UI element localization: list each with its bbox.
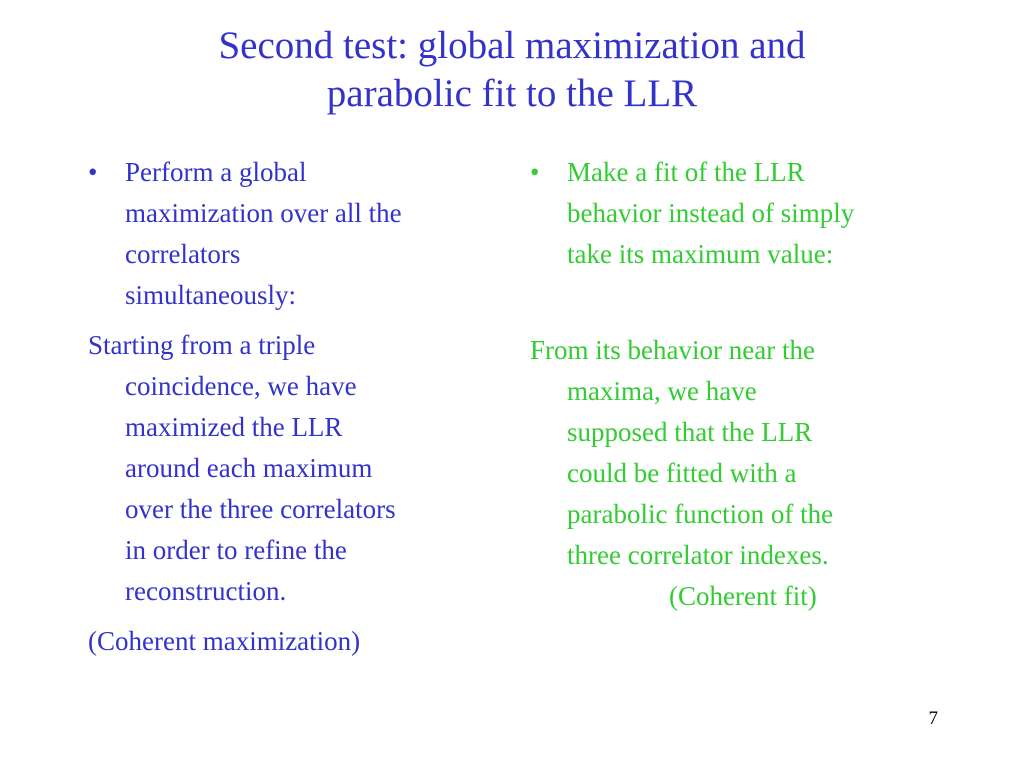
left-bullet-item [88,152,488,316]
left-column [88,152,488,662]
text-line: around each maximum [125,453,373,483]
left-note: (Coherent maximization) [88,626,361,656]
text-line: coincidence, we have [125,371,357,401]
text-line: Perform a global [125,157,307,187]
left-bullet-text [125,152,488,316]
text-line: maximized the LLR [125,412,343,442]
bullet-icon: • [530,157,540,187]
text-line: reconstruction. [125,576,287,606]
text-line: From its behavior near the [530,335,815,365]
slide-title [110,22,914,118]
text-line: three correlator indexes. [567,540,829,570]
text-line: parabolic function of the [567,499,834,529]
text-line: over the three correlators [125,494,396,524]
text-line: could be fitted with a [567,458,797,488]
right-bullet-item [530,152,950,275]
bullet-icon: • [88,157,98,187]
left-paragraph [88,325,488,612]
text-line: correlators [125,239,241,269]
right-bullet-text [567,152,950,275]
text-line: in order to refine the [125,535,347,565]
right-paragraph [530,330,950,617]
text-line: behavior instead of simply [567,198,855,228]
text-line: Starting from a triple [88,330,316,360]
page-number: 7 [928,708,938,729]
text-line: supposed that the LLR [567,417,813,447]
text-line: take its maximum value: [567,239,834,269]
right-column [530,152,950,617]
title-line-1: Second test: global maximization and [218,24,806,67]
text-line: Make a fit of the LLR [567,157,805,187]
right-note: (Coherent fit) [669,581,817,611]
title-line-2: parabolic fit to the LLR [326,72,698,115]
text-line: maxima, we have [567,376,757,406]
text-line: simultaneously: [125,280,296,310]
text-line: maximization over all the [125,198,402,228]
